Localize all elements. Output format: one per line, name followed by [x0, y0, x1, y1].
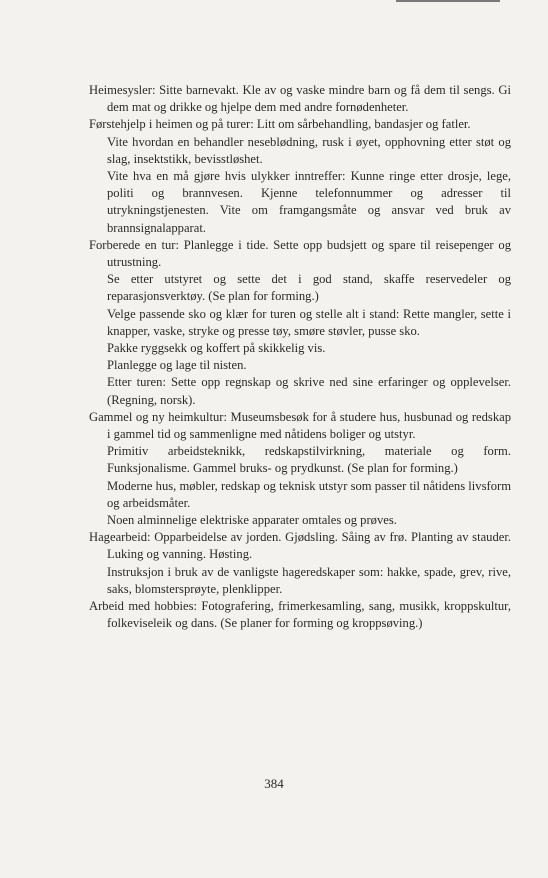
subentry-nesebloedning: Vite hvordan en behandler neseblødning, rusk i øyet, opphovning etter støt og slag, insektstikk, bevisstløshet. [107, 134, 511, 166]
subentry-utstyr: Se etter utstyret og sette det i god stand, skaffe reservedeler og reparasjonsverktøy. (Se plan for forming.) [107, 272, 511, 304]
subentry-sko-og-klaer: Velge passende sko og klær for turen og stelle alt i stand: Rette mangler, sette i knapper, vaske, stryke og presse tøy, smøre støvler, pusse sko. [107, 306, 511, 338]
subentry-hageredskaper: Instruksjon i bruk av de vanligste hageredskaper som: hakke, spade, grev, rive, saks, blomstersprøyte, plenklipper. [107, 564, 511, 596]
page-edge-rule [396, 0, 500, 2]
entry-heimesysler: Heimesysler: Sitte barnevakt. Kle av og vaske mindre barn og få dem til sengs. Gi dem mat og drikke og hjelpe dem med andre fornødenheter. [89, 83, 511, 115]
subentry-nisten: Planlegge og lage til nisten. [107, 358, 247, 373]
page-number: 384 [264, 776, 284, 791]
subentry-ulykker: Vite hva en må gjøre hvis ulykker inntreffer: Kunne ringe etter drosje, lege, politi og brannvesen. Kjenne telefonnummer og adresser til utrykningstjenesten. Vite om framgangsmåte og ansvar ved bruk av brannsignalapparat. [107, 169, 511, 235]
subentry-etter-turen: Etter turen: Sette opp regnskap og skrive ned sine erfaringer og opplevelser. (Regning, norsk). [107, 375, 511, 407]
subentry-pakke: Pakke ryggsekk og koffert på skikkelig vis. [107, 341, 326, 356]
subentry-moderne-hus: Moderne hus, møbler, redskap og teknisk utstyr som passer til nåtidens livsform og arbeidsmåter. [107, 478, 511, 510]
subentry-elektriske-apparater: Noen alminnelige elektriske apparater omtales og prøves. [107, 513, 397, 528]
entry-hagearbeid: Hagearbeid: Opparbeidelse av jorden. Gjødsling. Såing av frø. Planting av stauder. Luking og vanning. Høsting. [89, 530, 511, 562]
subentry-arbeidsteknikk: Primitiv arbeidsteknikk, redskapstilvirkning, materiale og form. Funksjonalisme. Gammel bruks- og prydkunst. (Se plan for forming.) [107, 444, 511, 476]
entry-heimkultur: Gammel og ny heimkultur: Museumsbesøk for å studere hus, husbunad og redskap i gammel tid og sammenligne med nåtidens boliger og utstyr. [89, 409, 511, 442]
entry-forberede-tur: Forberede en tur: Planlegge i tide. Sette opp budsjett og spare til reisepenger og utrustning. [89, 237, 511, 270]
entry-hobbies: Arbeid med hobbies: Fotografering, frimerkesamling, sang, musikk, kroppskultur, folkeviseleik og dans. (Se planer for forming og kroppsøving.) [89, 599, 511, 631]
entry-forstehjelp: Førstehjelp i heimen og på turer: Litt om sårbehandling, bandasjer og fatler. [89, 117, 471, 132]
page-body [89, 82, 511, 633]
